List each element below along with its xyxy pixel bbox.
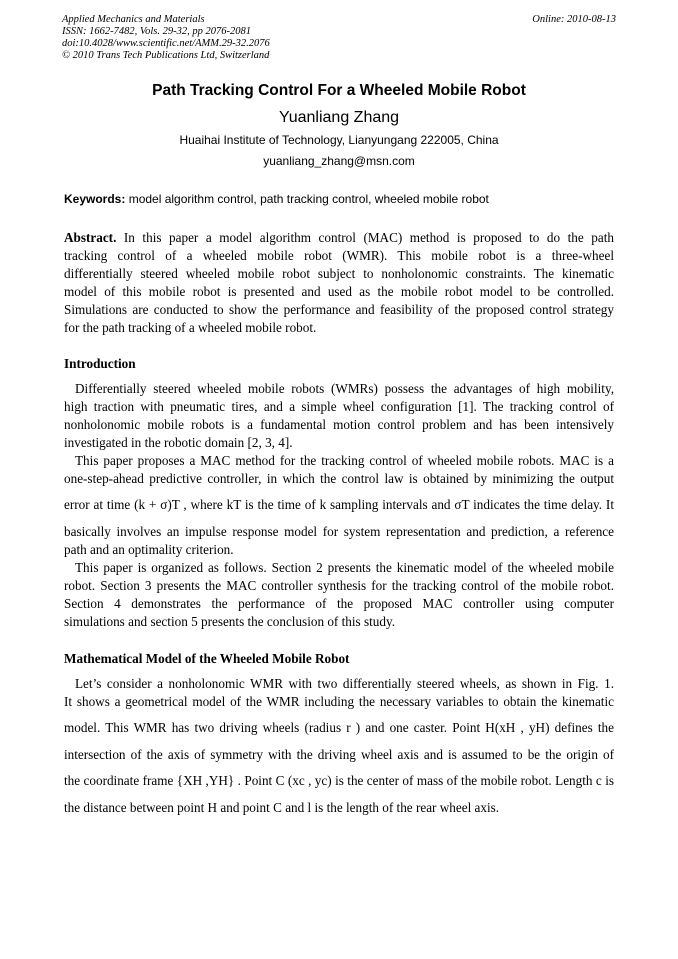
abstract-line [64, 302, 614, 318]
paragraph-line: basically involves an impulse response model for system representation and prediction, a reference [64, 524, 614, 539]
abstract-line [64, 266, 614, 282]
doi: doi:10.4028/www.scientific.net/AMM.29-32.2076 [62, 38, 270, 49]
keywords [64, 192, 489, 206]
paragraph-line: This paper proposes a MAC method for the tracking control of wheeled mobile robots. MAC is a [75, 453, 614, 468]
paragraph-line: error at time (k + σ)T , where kT is the time of k sampling intervals and σT indicates the time delay. It [64, 497, 614, 512]
keywords-label: Keywords: [64, 192, 126, 206]
abstract-text: Simulations are conducted to show the performance and feasibility of the proposed control strategy [64, 302, 614, 317]
paragraph-line: path and an optimality criterion. [64, 542, 234, 557]
paragraph-line: high traction with pneumatic tires, and a simple wheel configuration [1]. The tracking control of [64, 399, 614, 414]
abstract-text: for the path tracking of a wheeled mobile robot. [64, 320, 317, 335]
paragraph-line: Differentially steered wheeled mobile robots (WMRs) possess the advantages of high mobility, [75, 381, 614, 396]
paragraph-line: one-step-ahead predictive controller, in which the control law is obtained by minimizing the output [64, 471, 614, 486]
paragraph-line: the coordinate frame {XH ,YH} . Point C (xc , yc) is the center of mass of the mobile robot. Length c is [64, 773, 614, 788]
abstract-text: In this paper a model algorithm control (MAC) method is proposed to do the path [116, 230, 614, 245]
issn: ISSN: 1662-7482, Vols. 29-32, pp 2076-2081 [62, 26, 251, 37]
journal-name: Applied Mechanics and Materials [62, 14, 205, 25]
online-date: Online: 2010-08-13 [532, 14, 616, 25]
keywords-text: model algorithm control, path tracking control, wheeled mobile robot [125, 192, 489, 206]
paper-title: Path Tracking Control For a Wheeled Mobile Robot [152, 82, 526, 99]
paragraph-line: It shows a geometrical model of the WMR including the necessary variables to obtain the kinematic [64, 694, 614, 709]
section-heading: Mathematical Model of the Wheeled Mobile Robot [64, 651, 350, 666]
paragraph-line: simulations and section 5 presents the conclusion of this study. [64, 614, 395, 629]
paragraph-line: Let’s consider a nonholonomic WMR with two differentially steered wheels, as shown in Fig. 1. [75, 676, 614, 691]
abstract-label: Abstract. [64, 230, 117, 245]
abstract-text: differentially steered wheeled mobile robot subject to nonholonomic constraints. The kinematic [64, 266, 614, 281]
paragraph-line: model. This WMR has two driving wheels (radius r ) and one caster. Point H(xH , yH) defines the [64, 720, 614, 735]
paragraph-line: Section 4 demonstrates the performance of the proposed MAC controller using computer [64, 596, 614, 611]
abstract-line [64, 320, 614, 336]
email: yuanliang_zhang@msn.com [263, 154, 415, 168]
paragraph-line: intersection of the axis of symmetry with the driving wheel axis and is assumed to be the origin of [64, 747, 614, 762]
abstract-line [64, 284, 614, 300]
section-heading: Introduction [64, 356, 136, 371]
affiliation: Huaihai Institute of Technology, Lianyungang 222005, China [179, 133, 499, 147]
paragraph-line: This paper is organized as follows. Section 2 presents the kinematic model of the wheeled mobile [75, 560, 614, 575]
paragraph-line: robot. Section 3 presents the MAC controller synthesis for the tracking control of the mobile robot. [64, 578, 614, 593]
abstract-line [64, 230, 614, 246]
author: Yuanliang Zhang [278, 109, 400, 126]
abstract-text: tracking control of a wheeled mobile robot (WMR). This mobile robot is a three-wheel [64, 248, 614, 263]
paragraph-line: the distance between point H and point C and l is the length of the rear wheel axis. [64, 800, 500, 815]
paragraph-line: nonholonomic mobile robots is a fundamental motion control problem and has been intensively [64, 417, 614, 432]
copyright: © 2010 Trans Tech Publications Ltd, Switzerland [62, 50, 270, 61]
abstract-text: model of this mobile robot is presented and used as the mobile robot model to be controlled. [64, 284, 614, 299]
paragraph-line: investigated in the robotic domain [2, 3, 4]. [64, 435, 293, 450]
abstract-line [64, 248, 614, 264]
